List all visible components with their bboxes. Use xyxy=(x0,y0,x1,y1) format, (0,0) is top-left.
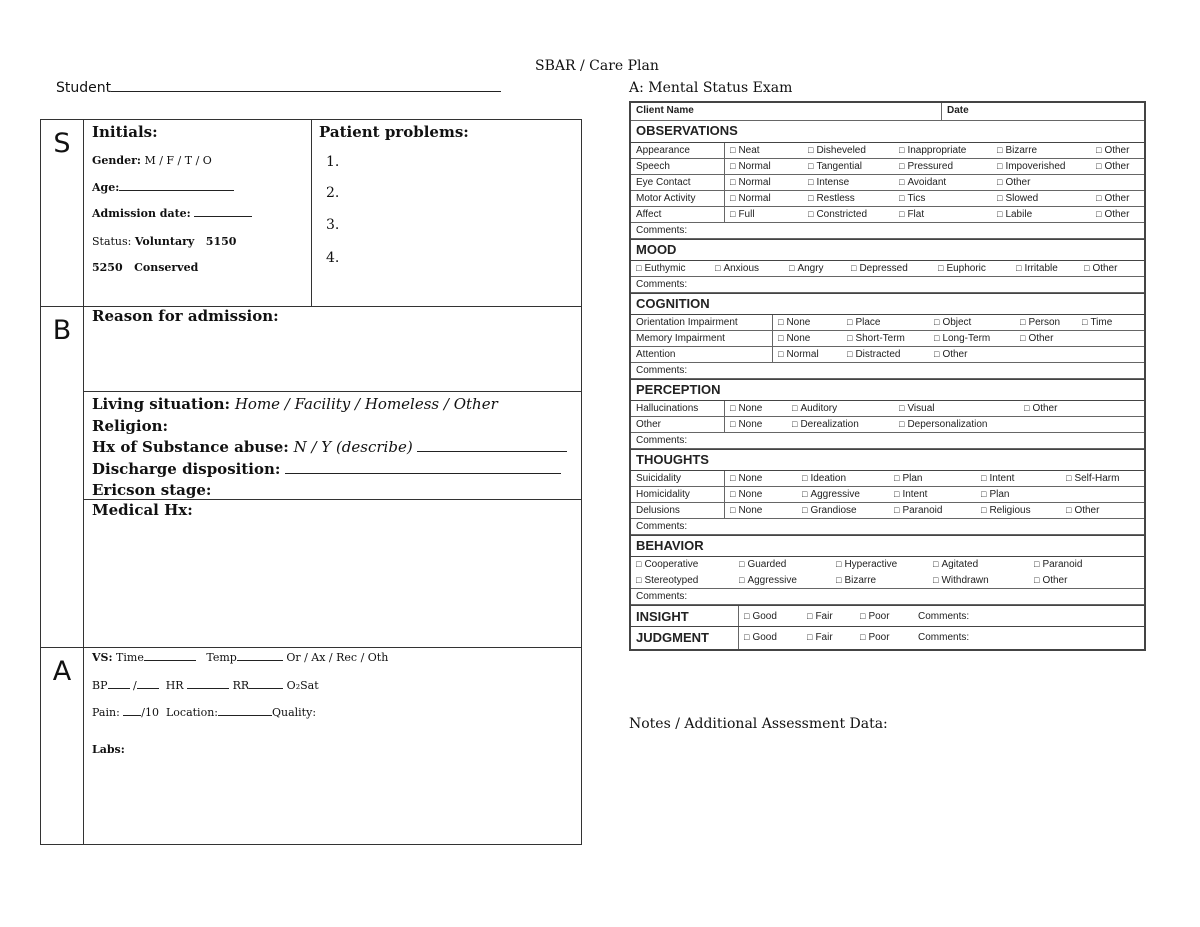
col-divider xyxy=(724,191,725,206)
row-label: Affect xyxy=(636,209,662,220)
time-label: Time xyxy=(116,651,144,664)
option-checkbox[interactable]: □ Plan xyxy=(981,489,1009,500)
perc-comments[interactable] xyxy=(631,433,1144,449)
option-checkbox[interactable]: □ None xyxy=(730,419,762,430)
gender-field xyxy=(92,154,212,167)
temp-routes[interactable]: Or / Ax / Rec / Oth xyxy=(286,651,389,664)
cog-row-orientation xyxy=(631,315,1144,331)
option-checkbox[interactable]: □ Intent xyxy=(894,489,927,500)
reason-divider xyxy=(84,391,581,392)
comments-label[interactable]: Comments: xyxy=(918,611,970,622)
row-label: Suicidality xyxy=(636,473,682,484)
row-label: Hallucinations xyxy=(636,403,699,414)
perc-row-hallucinations xyxy=(631,401,1144,417)
thought-comments[interactable] xyxy=(631,519,1144,535)
comments-label: Comments: xyxy=(636,591,688,602)
initials-label: Initials: xyxy=(92,123,158,141)
perception-title: PERCEPTION xyxy=(636,382,721,397)
option-checkbox[interactable]: □ None xyxy=(730,489,762,500)
o2sat-label: O₂Sat xyxy=(286,679,319,692)
option-checkbox[interactable]: □ Other xyxy=(1096,161,1129,172)
sbar-table xyxy=(40,119,582,845)
a-section xyxy=(41,648,581,845)
temp-label: Temp xyxy=(206,651,237,664)
bp-separator: / xyxy=(133,679,137,692)
option-checkbox[interactable]: □ Bizarre xyxy=(836,575,876,586)
insight-title: INSIGHT xyxy=(636,609,689,624)
mood-row xyxy=(631,261,1144,277)
option-checkbox[interactable]: □ Paranoid xyxy=(1034,559,1082,570)
notes-label[interactable]: Notes / Additional Assessment Data: xyxy=(629,716,888,732)
reason-label: Reason for admission: xyxy=(92,307,279,325)
problem-4[interactable]: 4. xyxy=(326,250,340,266)
option-checkbox[interactable]: □ Good xyxy=(744,611,777,622)
option-checkbox[interactable]: □ Other xyxy=(1024,403,1057,414)
option-checkbox[interactable]: □ Inappropriate xyxy=(899,145,966,156)
comments-label: Comments: xyxy=(636,521,688,532)
gender-label: Gender: xyxy=(92,154,141,167)
medical-divider xyxy=(84,499,581,500)
option-checkbox[interactable]: □ Hyperactive xyxy=(836,559,897,570)
vs-row xyxy=(92,651,388,664)
option-checkbox[interactable]: □ Poor xyxy=(860,632,890,643)
substance-field[interactable] xyxy=(92,437,567,459)
mood-header xyxy=(631,239,1144,261)
option-checkbox[interactable]: □ Good xyxy=(744,632,777,643)
option-checkbox[interactable]: □ Normal xyxy=(730,177,771,188)
option-checkbox[interactable]: □ Distracted xyxy=(847,349,900,360)
option-checkbox[interactable]: □ Avoidant xyxy=(899,177,946,188)
admission-field[interactable] xyxy=(92,207,252,220)
row-label: Delusions xyxy=(636,505,680,516)
a-letter: A xyxy=(41,648,84,845)
mse-heading: A: Mental Status Exam xyxy=(629,80,793,96)
vs-label: VS: xyxy=(92,651,113,664)
option-checkbox[interactable]: □ Other xyxy=(1096,209,1129,220)
col-divider xyxy=(772,331,773,346)
option-checkbox[interactable]: □ Labile xyxy=(997,209,1032,220)
option-checkbox[interactable]: □ Normal xyxy=(778,349,819,360)
row-label: Speech xyxy=(636,161,670,172)
student-field[interactable] xyxy=(56,80,501,96)
option-checkbox[interactable]: □ Slowed xyxy=(997,193,1038,204)
row-label: Homicidality xyxy=(636,489,690,500)
problem-1[interactable]: 1. xyxy=(326,154,340,170)
problem-2[interactable]: 2. xyxy=(326,185,340,201)
cognition-header xyxy=(631,293,1144,315)
living-field[interactable] xyxy=(92,394,567,416)
option-checkbox[interactable]: □ Other xyxy=(1084,263,1117,274)
option-checkbox[interactable]: □ Self-Harm xyxy=(1066,473,1119,484)
admission-label: Admission date: xyxy=(92,207,191,220)
problem-3[interactable]: 3. xyxy=(326,217,340,233)
option-checkbox[interactable]: □ Other xyxy=(997,177,1030,188)
time-line[interactable] xyxy=(144,660,196,661)
labs-label[interactable]: Labs: xyxy=(92,743,125,756)
option-checkbox[interactable]: □ Cooperative xyxy=(636,559,698,570)
obs-row-speech xyxy=(631,159,1144,175)
option-checkbox[interactable]: □ Auditory xyxy=(792,403,837,414)
behavior-comments[interactable] xyxy=(631,589,1144,605)
option-checkbox[interactable]: □ Tics xyxy=(899,193,925,204)
option-checkbox[interactable]: □ Stereotyped xyxy=(636,575,698,586)
student-label: Student xyxy=(56,80,112,96)
option-checkbox[interactable]: □ Full xyxy=(730,209,755,220)
option-checkbox[interactable]: □ Other xyxy=(934,349,967,360)
observations-title: OBSERVATIONS xyxy=(636,123,738,138)
option-checkbox[interactable]: □ Bizarre xyxy=(997,145,1037,156)
behavior-header xyxy=(631,535,1144,557)
option-checkbox[interactable]: □ Fair xyxy=(807,632,833,643)
row-label: Appearance xyxy=(636,145,690,156)
substance-label: Hx of Substance abuse: xyxy=(92,438,289,456)
option-checkbox[interactable]: □ Other xyxy=(1020,333,1053,344)
s-section xyxy=(41,120,581,307)
thought-row-delusions xyxy=(631,503,1144,519)
option-checkbox[interactable]: □ Intent xyxy=(981,473,1014,484)
option-checkbox[interactable]: □ Guarded xyxy=(739,559,786,570)
comments-label: Comments: xyxy=(636,365,688,376)
age-field[interactable] xyxy=(92,181,234,194)
option-checkbox[interactable]: □ Neat xyxy=(730,145,760,156)
option-checkbox[interactable]: □ Fair xyxy=(807,611,833,622)
comments-label[interactable]: Comments: xyxy=(918,632,970,643)
option-checkbox[interactable]: □ Poor xyxy=(860,611,890,622)
hr-line[interactable] xyxy=(187,688,229,689)
mood-title: MOOD xyxy=(636,242,677,257)
pain-line[interactable] xyxy=(123,715,141,716)
option-checkbox[interactable]: □ None xyxy=(730,473,762,484)
col-divider xyxy=(738,627,739,649)
row-label: Motor Activity xyxy=(636,193,696,204)
quality-label: Quality: xyxy=(271,706,317,719)
option-checkbox[interactable]: □ Plan xyxy=(894,473,922,484)
option-checkbox[interactable]: □ Normal xyxy=(730,193,771,204)
option-checkbox[interactable]: □ Impoverished xyxy=(997,161,1065,172)
option-checkbox[interactable]: □ None xyxy=(778,333,810,344)
cognition-title: COGNITION xyxy=(636,296,710,311)
student-line xyxy=(111,91,501,92)
bp-diastolic-line[interactable] xyxy=(137,688,159,689)
option-checkbox[interactable]: □ Constricted xyxy=(808,209,867,220)
date-label[interactable]: Date xyxy=(947,105,969,116)
bp-row xyxy=(92,679,319,692)
pain-label: Pain: xyxy=(92,706,120,719)
option-checkbox[interactable]: □ Other xyxy=(1096,193,1129,204)
obs-comments[interactable] xyxy=(631,223,1144,239)
option-checkbox[interactable]: □ Object xyxy=(934,317,971,328)
row-label: Eye Contact xyxy=(636,177,691,188)
discharge-label: Discharge disposition: xyxy=(92,459,281,478)
row-label: Memory Impairment xyxy=(636,333,725,344)
option-checkbox[interactable]: □ Irritable xyxy=(1016,263,1058,274)
row-label: Orientation Impairment xyxy=(636,317,738,328)
option-checkbox[interactable]: □ Other xyxy=(1096,145,1129,156)
client-divider xyxy=(941,103,942,120)
behavior-row-2 xyxy=(631,573,1144,589)
religion-label[interactable]: Religion: xyxy=(92,416,169,435)
s-divider xyxy=(311,120,312,306)
cog-row-memory xyxy=(631,331,1144,347)
col-divider xyxy=(724,417,725,432)
bp-systolic-line[interactable] xyxy=(108,688,130,689)
page-title: SBAR / Care Plan xyxy=(535,58,659,74)
option-checkbox[interactable]: □ None xyxy=(778,317,810,328)
option-checkbox[interactable]: □ Restless xyxy=(808,193,855,204)
problems-label: Patient problems: xyxy=(319,123,469,141)
admission-line xyxy=(194,216,252,217)
pain-scale: /10 xyxy=(141,706,159,719)
behavior-title: BEHAVIOR xyxy=(636,538,704,553)
obs-row-affect xyxy=(631,207,1144,223)
col-divider xyxy=(724,143,725,158)
insight-row xyxy=(631,605,1144,627)
comments-label: Comments: xyxy=(636,279,688,290)
option-checkbox[interactable]: □ Withdrawn xyxy=(933,575,989,586)
mental-status-exam xyxy=(629,101,1146,651)
judgment-row xyxy=(631,627,1144,649)
b-section xyxy=(41,307,581,648)
option-checkbox[interactable]: □ None xyxy=(730,403,762,414)
cog-comments[interactable] xyxy=(631,363,1144,379)
living-label: Living situation: xyxy=(92,395,231,413)
status-options-2[interactable]: 5250 Conserved xyxy=(92,261,199,274)
pain-row xyxy=(92,706,316,719)
option-checkbox[interactable]: □ Visual xyxy=(899,403,935,414)
option-checkbox[interactable]: □ Depressed xyxy=(851,263,908,274)
medical-label[interactable]: Medical Hx: xyxy=(92,501,193,519)
hr-label: HR xyxy=(165,679,184,692)
row-label: Attention xyxy=(636,349,676,360)
b-letter: B xyxy=(41,307,84,647)
option-checkbox[interactable]: □ Time xyxy=(1082,317,1112,328)
option-checkbox[interactable]: □ Euphoric xyxy=(938,263,986,274)
temp-line[interactable] xyxy=(237,660,283,661)
col-divider xyxy=(724,175,725,190)
comments-label: Comments: xyxy=(636,225,688,236)
col-divider xyxy=(724,487,725,502)
col-divider xyxy=(724,503,725,518)
living-block xyxy=(92,394,567,502)
bp-label: BP xyxy=(92,679,108,692)
obs-row-eye-contact xyxy=(631,175,1144,191)
thoughts-title: THOUGHTS xyxy=(636,452,709,467)
cog-row-attention xyxy=(631,347,1144,363)
obs-row-motor xyxy=(631,191,1144,207)
option-checkbox[interactable]: □ None xyxy=(730,505,762,516)
option-checkbox[interactable]: □ Aggressive xyxy=(802,489,860,500)
option-checkbox[interactable]: □ Normal xyxy=(730,161,771,172)
option-checkbox[interactable]: □ Other xyxy=(1034,575,1067,586)
option-checkbox[interactable]: □ Long-Term xyxy=(934,333,990,344)
discharge-field[interactable] xyxy=(92,459,567,481)
col-divider xyxy=(772,347,773,362)
col-divider xyxy=(724,401,725,416)
obs-row-appearance xyxy=(631,143,1144,159)
living-options[interactable]: Home / Facility / Homeless / Other xyxy=(234,395,498,413)
option-checkbox[interactable]: □ Religious xyxy=(981,505,1031,516)
col-divider xyxy=(724,207,725,222)
status-options-1[interactable]: Voluntary 5150 xyxy=(134,235,237,248)
option-checkbox[interactable]: □ Intense xyxy=(808,177,849,188)
status-field xyxy=(92,235,236,248)
client-name-label[interactable]: Client Name xyxy=(636,105,694,116)
mood-comments[interactable] xyxy=(631,277,1144,293)
option-checkbox[interactable]: □ Disheveled xyxy=(808,145,866,156)
option-checkbox[interactable]: □ Euthymic xyxy=(636,263,686,274)
option-checkbox[interactable]: □ Flat xyxy=(899,209,924,220)
option-checkbox[interactable]: □ Agitated xyxy=(933,559,978,570)
option-checkbox[interactable]: □ Short-Term xyxy=(847,333,905,344)
location-label: Location: xyxy=(165,706,218,719)
option-checkbox[interactable]: □ Anxious xyxy=(715,263,759,274)
comments-label: Comments: xyxy=(636,435,688,446)
rr-label: RR xyxy=(232,679,250,692)
option-checkbox[interactable]: □ Derealization xyxy=(792,419,859,430)
option-checkbox[interactable]: □ Angry xyxy=(789,263,824,274)
substance-line xyxy=(417,451,567,452)
col-divider xyxy=(724,159,725,174)
thoughts-header xyxy=(631,449,1144,471)
thought-row-suicidality xyxy=(631,471,1144,487)
perc-row-other xyxy=(631,417,1144,433)
thought-row-homicidality xyxy=(631,487,1144,503)
age-label: Age: xyxy=(92,181,120,194)
observations-header xyxy=(631,121,1144,143)
option-checkbox[interactable]: □ Paranoid xyxy=(894,505,942,516)
row-label: Other xyxy=(636,419,662,430)
rr-line[interactable] xyxy=(249,688,283,689)
location-line[interactable] xyxy=(218,715,272,716)
option-checkbox[interactable]: □ Aggressive xyxy=(739,575,797,586)
option-checkbox[interactable]: □ Depersonalization xyxy=(899,419,988,430)
col-divider xyxy=(772,315,773,330)
status-label: Status: xyxy=(92,235,132,248)
mse-client-row xyxy=(631,103,1144,121)
col-divider xyxy=(724,471,725,486)
option-checkbox[interactable]: □ Ideation xyxy=(802,473,846,484)
age-line xyxy=(119,190,234,191)
behavior-row-1 xyxy=(631,557,1144,573)
option-checkbox[interactable]: □ Person xyxy=(1020,317,1060,328)
substance-options[interactable]: N / Y (describe) xyxy=(293,438,413,456)
perception-header xyxy=(631,379,1144,401)
judgment-title: JUDGMENT xyxy=(636,630,709,645)
col-divider xyxy=(738,606,739,626)
s-letter: S xyxy=(41,120,84,306)
gender-options[interactable]: M / F / T / O xyxy=(144,154,212,167)
option-checkbox[interactable]: □ Place xyxy=(847,317,880,328)
option-checkbox[interactable]: □ Pressured xyxy=(899,161,953,172)
ericson-label[interactable]: Ericson stage: xyxy=(92,481,212,499)
option-checkbox[interactable]: □ Other xyxy=(1066,505,1099,516)
option-checkbox[interactable]: □ Tangential xyxy=(808,161,862,172)
option-checkbox[interactable]: □ Grandiose xyxy=(802,505,857,516)
discharge-line xyxy=(285,473,561,474)
